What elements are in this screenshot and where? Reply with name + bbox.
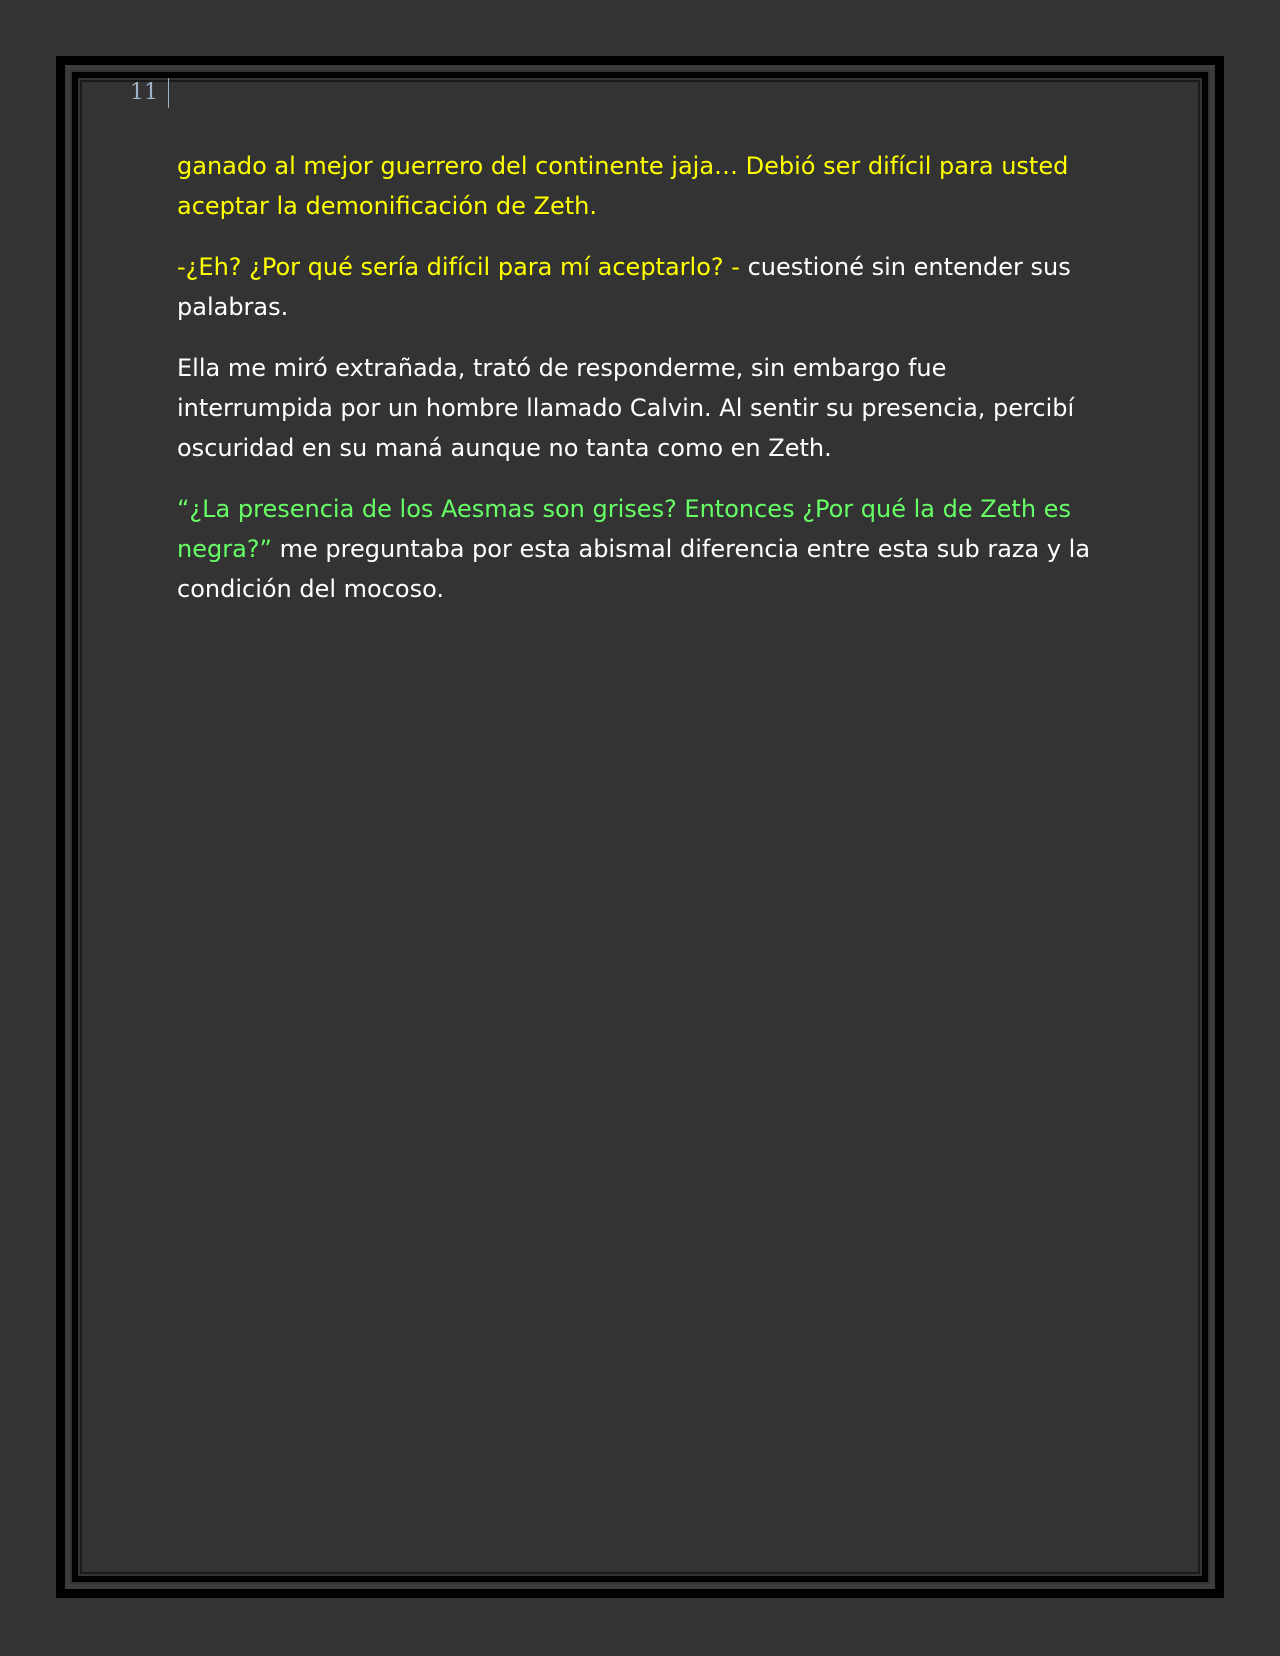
thought-text: “¿La presencia de los Aesmas son grises? Entonces ¿Por qué la de Zeth es negra?” [177,495,1071,563]
dialogue-text: ganado al mejor guerrero del continente jaja… Debió ser difícil para usted aceptar la demonificación de Zeth. [177,152,1069,220]
narration-text: Ella me miró extrañada, trató de responderme, sin embargo fue interrumpida por un hombre llamado Calvin. Al sentir su presencia, percibí oscuridad en su maná aunque no tanta como en Zeth. [177,354,1075,462]
paragraph-1 [177,146,1097,226]
page-content [177,146,1097,630]
paragraph-3 [177,348,1097,468]
page-number: 11 [130,78,169,108]
dialogue-text: -¿Eh? ¿Por qué sería difícil para mí aceptarlo? - [177,253,748,281]
paragraph-2 [177,247,1097,327]
narration-text: me preguntaba por esta abismal diferencia entre esta sub raza y la condición del mocoso. [177,535,1091,603]
paragraph-4 [177,489,1097,609]
narration-text: cuestioné sin entender sus palabras. [177,253,1071,321]
